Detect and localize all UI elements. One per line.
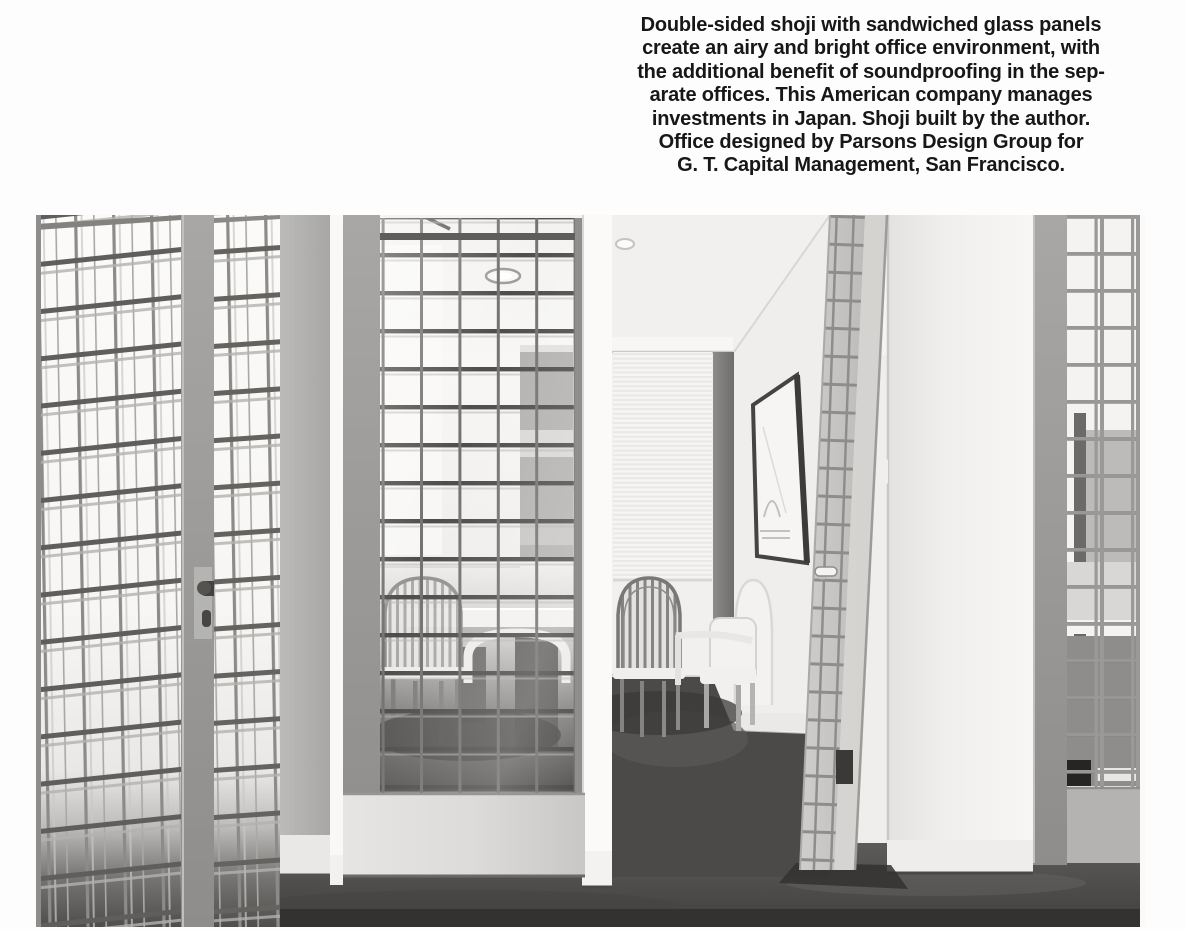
caption-line: investments in Japan. Shoji built by the author.	[651, 107, 1091, 130]
door-jamb-wall	[582, 215, 612, 887]
office-photo	[36, 215, 1145, 927]
window-mullion	[713, 352, 734, 642]
screen-kick-panel	[1067, 787, 1140, 863]
screen-stile	[1033, 215, 1067, 865]
door-lever-handle	[815, 567, 837, 576]
office-photo-svg	[36, 215, 1145, 927]
photo-caption	[585, 14, 1157, 178]
door-right-stile	[575, 218, 582, 793]
doorway-opening	[578, 215, 830, 877]
framed-artwork	[753, 375, 807, 563]
door-bottom-rail	[343, 793, 585, 877]
deadbolt-keyhole	[202, 610, 211, 627]
door-hinge	[878, 459, 888, 484]
caption-line: create an airy and bright office environment, with	[642, 37, 1100, 60]
caption-line: G. T. Capital Management, San Francisco.	[677, 154, 1065, 177]
caption-line: Office designed by Parsons Design Group for	[658, 131, 1084, 154]
caption-line: Double-sided shoji with sandwiched glass panels	[640, 14, 1102, 36]
right-shoji-screen	[1033, 215, 1145, 927]
left-shoji-screen	[36, 215, 280, 927]
left-wall-pillar	[280, 215, 343, 885]
right-wall-column	[887, 215, 1033, 873]
office-through-screen	[1067, 215, 1140, 787]
recessed-light	[616, 239, 634, 249]
shoji-glass-door	[343, 215, 585, 877]
door-left-stile	[343, 215, 380, 877]
caption-line: arate offices. This American company manages	[649, 84, 1093, 107]
caption-line: the additional benefit of soundproofing in the sep-	[637, 60, 1105, 83]
door-latch	[836, 750, 853, 784]
